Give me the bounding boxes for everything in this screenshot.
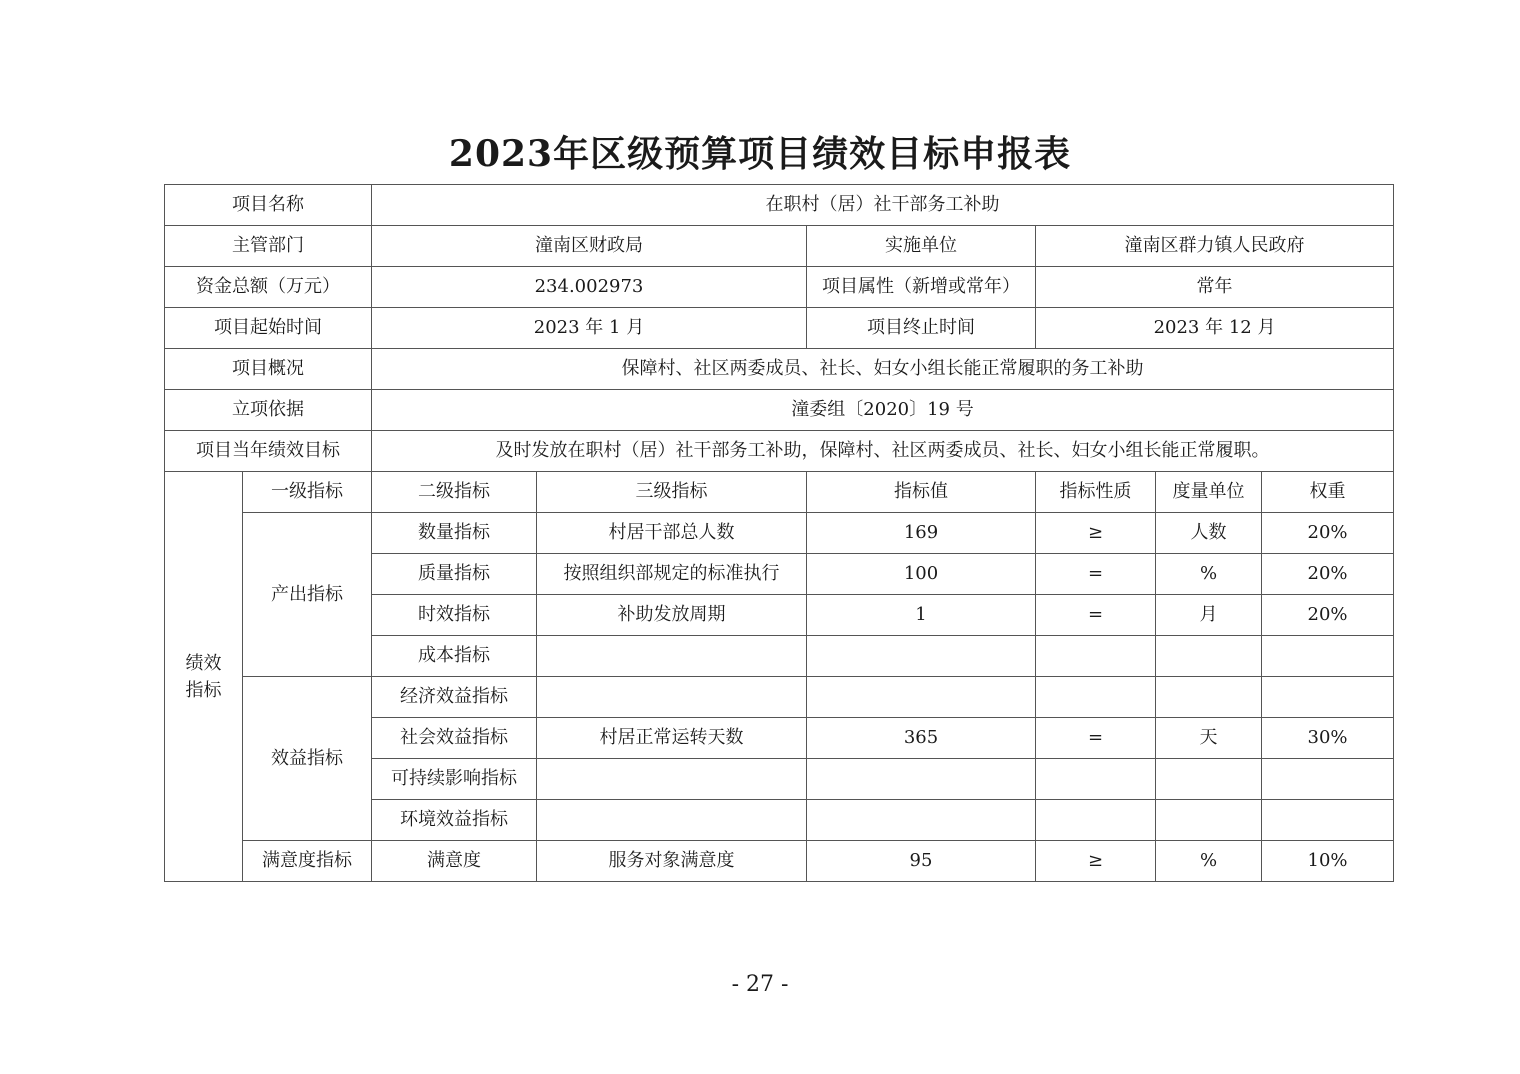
indicator-weight [1262, 677, 1394, 718]
funds-value: 234.002973 [372, 267, 807, 308]
indicator-level2: 满意度 [372, 841, 537, 882]
end-label: 项目终止时间 [807, 308, 1036, 349]
indicator-nature: = [1036, 595, 1156, 636]
indicator-unit [1156, 759, 1262, 800]
start-value: 2023 年 1 月 [372, 308, 807, 349]
indicator-value: 365 [807, 718, 1036, 759]
row-basis [165, 390, 1394, 431]
row-goal [165, 431, 1394, 472]
impl-label: 实施单位 [807, 226, 1036, 267]
indicator-weight [1262, 800, 1394, 841]
dept-label: 主管部门 [165, 226, 372, 267]
project-name-label: 项目名称 [165, 185, 372, 226]
indicator-weight [1262, 759, 1394, 800]
indicator-level3 [537, 759, 807, 800]
satisfaction-indicator-label: 满意度指标 [243, 841, 372, 882]
indicator-weight [1262, 636, 1394, 677]
indicator-level2: 时效指标 [372, 595, 537, 636]
goal-label: 项目当年绩效目标 [165, 431, 372, 472]
indicator-level3 [537, 677, 807, 718]
indicators-section-text: 绩效指标 [185, 652, 222, 701]
indicator-nature: = [1036, 554, 1156, 595]
indicator-value: 95 [807, 841, 1036, 882]
indicator-weight: 30% [1262, 718, 1394, 759]
benefit-indicator-label: 效益指标 [243, 677, 372, 841]
indicator-value: 1 [807, 595, 1036, 636]
attr-value: 常年 [1036, 267, 1394, 308]
overview-value: 保障村、社区两委成员、社长、妇女小组长能正常履职的务工补助 [372, 349, 1394, 390]
indicator-level2: 可持续影响指标 [372, 759, 537, 800]
row-overview [165, 349, 1394, 390]
indicator-value: 100 [807, 554, 1036, 595]
indicator-unit: 天 [1156, 718, 1262, 759]
row-period [165, 308, 1394, 349]
indicator-nature: ≥ [1036, 841, 1156, 882]
indicator-level3: 村居干部总人数 [537, 513, 807, 554]
indicator-level3: 服务对象满意度 [537, 841, 807, 882]
overview-label: 项目概况 [165, 349, 372, 390]
indicator-value [807, 636, 1036, 677]
indicator-level2: 质量指标 [372, 554, 537, 595]
funds-label: 资金总额（万元） [165, 267, 372, 308]
indicator-level2: 环境效益指标 [372, 800, 537, 841]
indicator-unit [1156, 636, 1262, 677]
document-title: 2023年区级预算项目绩效目标申报表 [448, 133, 1072, 175]
header-value: 指标值 [807, 472, 1036, 513]
indicator-level3: 按照组织部规定的标准执行 [537, 554, 807, 595]
indicator-unit: % [1156, 841, 1262, 882]
indicator-weight: 20% [1262, 554, 1394, 595]
indicator-row [165, 513, 1394, 554]
indicator-unit: 月 [1156, 595, 1262, 636]
indicator-level2: 经济效益指标 [372, 677, 537, 718]
performance-target-table [164, 184, 1394, 882]
indicator-header-row [165, 472, 1394, 513]
indicator-value: 169 [807, 513, 1036, 554]
indicator-nature [1036, 677, 1156, 718]
indicator-nature [1036, 759, 1156, 800]
attr-label: 项目属性（新增或常年） [807, 267, 1036, 308]
indicator-value [807, 759, 1036, 800]
row-funds [165, 267, 1394, 308]
page-number: - 27 - [731, 972, 789, 997]
end-value: 2023 年 12 月 [1036, 308, 1394, 349]
indicator-level3: 村居正常运转天数 [537, 718, 807, 759]
indicator-level2: 成本指标 [372, 636, 537, 677]
indicator-value [807, 800, 1036, 841]
indicator-row [165, 677, 1394, 718]
basis-value: 潼委组〔2020〕19 号 [372, 390, 1394, 431]
header-unit: 度量单位 [1156, 472, 1262, 513]
indicators-section-label [165, 472, 243, 882]
indicator-value [807, 677, 1036, 718]
impl-value: 潼南区群力镇人民政府 [1036, 226, 1394, 267]
indicator-nature [1036, 800, 1156, 841]
dept-value: 潼南区财政局 [372, 226, 807, 267]
header-level1: 一级指标 [243, 472, 372, 513]
row-project-name [165, 185, 1394, 226]
header-level3: 三级指标 [537, 472, 807, 513]
row-department [165, 226, 1394, 267]
indicator-unit: 人数 [1156, 513, 1262, 554]
indicator-weight: 10% [1262, 841, 1394, 882]
indicator-nature: ≥ [1036, 513, 1156, 554]
header-weight: 权重 [1262, 472, 1394, 513]
indicator-level2: 数量指标 [372, 513, 537, 554]
indicator-level3: 补助发放周期 [537, 595, 807, 636]
header-level2: 二级指标 [372, 472, 537, 513]
indicator-level2: 社会效益指标 [372, 718, 537, 759]
indicator-level3 [537, 800, 807, 841]
indicator-weight: 20% [1262, 595, 1394, 636]
output-indicator-label: 产出指标 [243, 513, 372, 677]
indicator-unit [1156, 677, 1262, 718]
indicator-unit [1156, 800, 1262, 841]
indicator-level3 [537, 636, 807, 677]
indicator-unit: % [1156, 554, 1262, 595]
basis-label: 立项依据 [165, 390, 372, 431]
indicator-nature: = [1036, 718, 1156, 759]
indicator-row [165, 841, 1394, 882]
indicator-nature [1036, 636, 1156, 677]
header-nature: 指标性质 [1036, 472, 1156, 513]
start-label: 项目起始时间 [165, 308, 372, 349]
project-name-value: 在职村（居）社干部务工补助 [372, 185, 1394, 226]
goal-value: 及时发放在职村（居）社干部务工补助，保障村、社区两委成员、社长、妇女小组长能正常履职。 [372, 431, 1394, 472]
indicator-weight: 20% [1262, 513, 1394, 554]
